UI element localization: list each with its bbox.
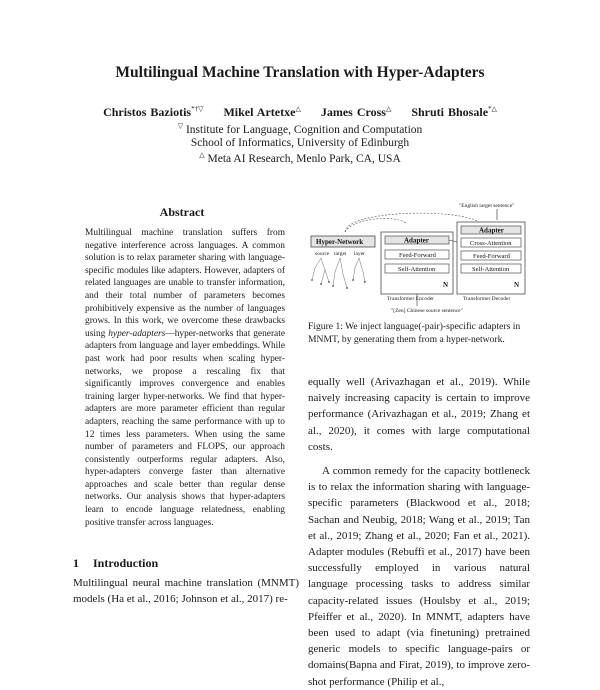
- section-number: 1: [73, 556, 79, 570]
- abstract-emphasis: hyper-adapters: [108, 328, 166, 339]
- affiliation-line: [0, 122, 600, 136]
- author-marks: *†▽: [191, 105, 204, 113]
- target-label: target: [334, 251, 347, 257]
- encoder-n-label: N: [443, 281, 449, 289]
- figure-diagram: [307, 198, 529, 318]
- decoder-sa-label: Self-Attention: [472, 266, 510, 273]
- affiliation-mark: △: [199, 151, 205, 159]
- connector-line: [345, 213, 479, 232]
- section-title: Introduction: [93, 556, 159, 570]
- abstract-body: [85, 227, 285, 529]
- author-name: James Cross: [320, 105, 386, 119]
- affiliation-text: Meta AI Research, Menlo Park, CA, USA: [207, 152, 401, 165]
- connector-line: [345, 218, 407, 232]
- chinese-source-label: "[Zen] Chinese source sentence": [391, 308, 463, 314]
- body-text-right: [308, 374, 530, 690]
- author-name: Mikel Artetxe: [223, 105, 296, 119]
- abstract-text: Multilingual machine translation suffers from negative interference across languages. A common solution is to relax parameter sharing with language-specific modules like adapters. However, adapters of related languages are unable to transfer information, and their total number of parameters becomes prohibitively expensive as the number of languages grows. In this work, we overcome these drawbacks using: [85, 228, 285, 339]
- paper-title: Multilingual Machine Translation with Hyper-Adapters: [115, 64, 485, 81]
- author-marks: *△: [488, 105, 497, 113]
- source-label: source: [315, 251, 330, 257]
- affiliation-line: School of Informatics, University of Edinburgh: [190, 137, 410, 149]
- affiliation-text: Institute for Language, Cognition and Computation: [185, 123, 423, 136]
- decoder-adapter-label: Adapter: [479, 226, 504, 235]
- english-target-label: "English target sentence": [459, 203, 515, 209]
- hyper-network-label: Hyper-Network: [316, 238, 364, 246]
- encoder-sa-label: Self-Attention: [398, 266, 436, 273]
- author-name: Christos Baziotis: [103, 105, 192, 119]
- encoder-ff-label: Feed-Forward: [399, 252, 436, 259]
- author-marks: △: [385, 105, 392, 113]
- layer-label: layer: [354, 251, 365, 257]
- affiliation-mark: ▽: [177, 122, 184, 130]
- decoder-n-label: N: [514, 281, 520, 289]
- paragraph: equally well (Arivazhagan et al., 2019). While naively increasing capacity is certain to improve performance (Arivazhagan et al., 2019; Zhang et al., 2020), it comes with large computational costs.: [308, 376, 530, 453]
- intro-text: Multilingual neural machine translation (MNMT) models (Ha et al., 2016; Johnson et al., 2017) re-: [73, 577, 299, 605]
- figure-caption: Figure 1: We inject language(-pair)-specific adapters in MNMT, by generating them from a hyper-network.: [308, 321, 521, 345]
- author-marks: △: [295, 105, 301, 113]
- embedding-nodes: [311, 279, 366, 289]
- decoder-ca-label: Cross-Attention: [470, 240, 512, 247]
- abstract-text: —hyper-networks that generate adapters from language and layer embeddings. While past work had poor results when scaling hyper-networks, we propose a rescaling fix that significantly improves convergence and enables training larger hyper-networks. We find that hyper-adapters are more parameter efficient than regular adapters, reaching the same performance with up to 12 times less parameters. When using the same number of parameters and FLOPS, our approach consistently outperforms regular adapters. Also, hyper-adapters converge faster than alternative approaches and scale better than regular dense networks. Our analysis shows that hyper-adapters learn to encode language relatedness, enabling positive transfer across languages.: [85, 328, 286, 528]
- encoder-label: Transformer Encoder: [387, 296, 434, 302]
- affiliation-line: [0, 151, 600, 165]
- encoder-adapter-label: Adapter: [404, 236, 429, 245]
- section-heading: [73, 556, 158, 571]
- author-name: Shruti Bhosale: [411, 105, 489, 119]
- decoder-label: Transformer Decoder: [463, 296, 511, 302]
- decoder-ff-label: Feed-Forward: [473, 253, 510, 260]
- paragraph: A common remedy for the capacity bottleneck is to relax the information sharing with language-specific parameters (Blackwood et al., 2018; Sachan and Neubig, 2018; Wang et al., 2019; Tan et al., 2019; Zhang et al., 2020; Fan et al., 2021). Adapter modules (Rebuffi et al., 2017) have been successfully employed in various natural language processing tasks to address similar capacity-related issues (Houlsby et al., 2019; Pfeiffer et al., 2020). In MNMT, adapters have been used to adapt (via finetuning) pretrained generic models to specific language-pairs or domains(Bapna and Firat, 2019), to improve zero-shot performance (Philip et al.,: [308, 465, 530, 688]
- embedding-tree: [312, 258, 365, 288]
- abstract-heading: Abstract: [159, 205, 205, 219]
- author-list: [0, 105, 600, 120]
